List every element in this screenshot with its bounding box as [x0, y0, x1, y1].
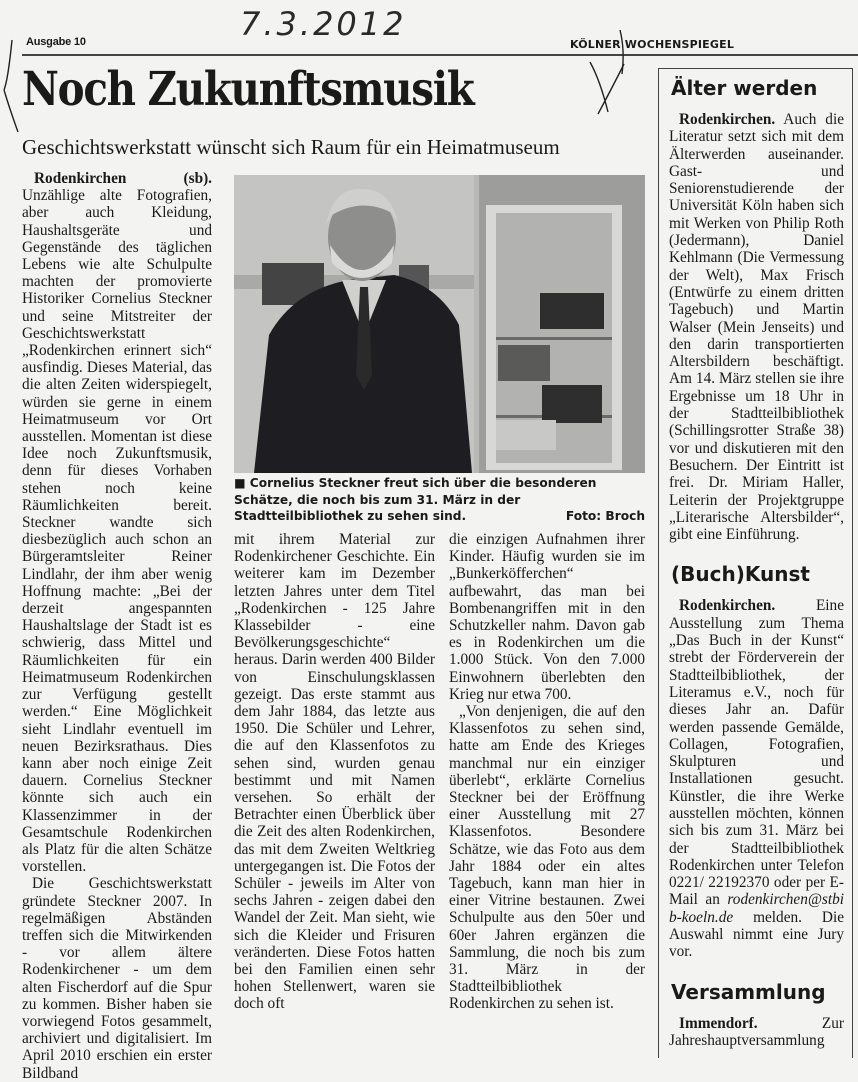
article-headline: Noch Zukunftsmusik: [22, 62, 474, 117]
article-photo: [234, 175, 645, 473]
brief-buchkunst: [669, 597, 844, 960]
brief-heading-buchkunst: (Buch)Kunst: [671, 562, 810, 587]
brief-heading-aelter-werden: Älter werden: [671, 76, 818, 100]
brief-aelter-werden: [669, 111, 844, 543]
dateline: Rodenkirchen.: [679, 597, 776, 615]
article-subheadline: Geschichtswerkstatt wünscht sich Raum für ein Heimatmuseum: [22, 135, 560, 159]
brief-text: melden. Die Auswahl nimmt eine Jury vor.: [669, 908, 845, 961]
handwritten-date: 7.3.2012: [240, 5, 407, 43]
photo-steckner-with-display-case: [234, 175, 645, 473]
paragraph: die einzigen Aufnahmen ihrer Kinder. Häufig wurden sie im „Bunkerköfferchen“ aufbewahrt, das man bei Bombenangriffen mit in den Schutzkeller nahm. Davon gab es in Rodenkirchen um die 1.000 Stück. Von den 7.000 Einwohnern überlebten den Krieg nur etwa 700.: [449, 531, 645, 703]
dateline: Immendorf.: [679, 1014, 758, 1032]
paragraph-text: Unzählige alte Fotografien, aber auch Kleidung, Haushaltsgeräte und Gegenstände des täglichen Lebens wie alte Schulpulte machten der promovierte Historiker Cornelius Steckner und seine Mitstreiter der Geschichtswerkstatt „Rodenkirchen erinnert sich“ ausfindig. Dieses Material, das die alten Zeiten widerspiegelt, würden sie gerne in einem Heimatmuseum vor Ort ausstellen. Momentan ist diese Idee noch Zukunftsmusik, denn für dieses Vorhaben stehen noch keine Räumlichkeiten bereit. Steckner wandte sich diesbezüglich auch schon an Bürgeramtsleiter Reiner Lindlahr, der ihm aber wenig Hoffnung machte: „Bei der derzeit angespannten Haushaltslage der Stadt ist es schwierig, dass Mittel und Räumlichkeiten für ein Heimatmuseum Rodenkirchen zur Verfügung gestellt werden.“ Eine Möglichkeit sieht Lindlahr eventuell im neuen Bezirksrathaus. Dies kann aber noch einige Zeit dauern. Cornelius Steckner könnte sich auch ein Klassenzimmer in der Gesamtschule Rodenkirchen als Platz für die alten Schätze vorstellen.: [22, 187, 212, 876]
newspaper-name: KÖLNER WOCHENSPIEGEL: [570, 38, 735, 51]
brief-text: Eine Ausstellung zum Thema „Das Buch in der Kunst“ strebt der Förderverein der Stadtteilbibliothek, der Literamus e.V., noch für dieses Jahr an. Dafür werden passende Gemälde, Collagen, Fotografien, Skulpturen und Installationen gesucht. Künstler, die ihre Werke ausstellen möchten, können sich bis zum 31. März bei der Stadtteilbibliothek Rodenkirchen unter Telefon 0221/ 22192370 oder per E-Mail an: [669, 597, 844, 909]
article-column-3: [449, 531, 645, 1013]
brief-text: Zur Jahreshauptversammlung: [669, 1014, 844, 1049]
email-link[interactable]: rodenkirchen@stbib-koeln.de: [669, 891, 845, 926]
caption-bullet: ■: [234, 476, 246, 490]
photo-caption: [234, 475, 645, 525]
article-column-2: [234, 531, 435, 1013]
caption-text: Cornelius Steckner freut sich über die besonderen Schätze, die noch bis zum 31. März in der Stadtteilbibliothek zu sehen sind.: [234, 476, 597, 523]
paragraph: [22, 170, 212, 875]
brief-heading-versammlung: Versammlung: [671, 979, 826, 1004]
paragraph: „Von denjenigen, die auf den Klassenfotos zu sehen sind, hatte am Ende des Krieges manchmal nur ein einziger überlebt“, erklärte Cornelius Steckner bei der Eröffnung einer Ausstellung mit 27 Klassenfotos. Besondere Schätze, wie das Foto aus dem Jahr 1884 oder ein altes Tagebuch, kann man hier in einer Vitrine bestaunen. Zwei Schulpulte aus den 50er und 60er Jahren ergänzen die Sammlung, die noch bis zum 31. März in der Stadtteilbibliothek Rodenkirchen zu sehen ist.: [449, 703, 645, 1013]
paragraph: mit ihrem Material zur Rodenkirchener Geschichte. Ein weiterer kam im Dezember letzten Jahres unter dem Titel „Rodenkirchen - 125 Jahre Klassebilder - eine Bevölkerungsgeschichte“ heraus. Darin werden 400 Bilder von Einschulungsklassen gezeigt. Das erste stammt aus dem Jahr 1884, das letzte aus 1950. Die Schüler und Lehrer, die auf den Klassenfotos zu sehen sind, wurden genau bestimmt und mit Namen versehen. So erhält der Betrachter einen Überblick über die Zeit des alten Rodenkirchen, das mit dem Zweiten Weltkrieg untergegangen ist. Die Fotos der Schüler - jeweils im Alter von sechs Jahren - zeigen dabei den Wandel der Zeit. Man sieht, wie sich die Kleider und Frisuren veränderten. Diese Fotos hatten bei den Familien einen sehr hohen Stellenwert, waren sie doch oft: [234, 531, 435, 1013]
masthead-rule: [22, 54, 858, 56]
cross-mark-headline-left: [4, 40, 18, 132]
paragraph: Die Geschichtswerkstatt gründete Steckner 2007. In regelmäßigen Abständen treffen sich die Mitwirkenden - vor allem ältere Rodenkirchener - um dem alten Fischerdorf auf die Spur zu kommen. Bisher haben sie vorwiegend Fotos gesammelt, archiviert und digitalisiert. Im April 2010 erschien ein erster Bildband: [22, 875, 212, 1082]
dateline: Rodenkirchen.: [679, 111, 776, 128]
news-brief-sidebar: [658, 68, 853, 1058]
dateline: Rodenkirchen (sb).: [34, 170, 212, 187]
brief-versammlung: [669, 1015, 844, 1050]
issue-number: Ausgabe 10: [26, 36, 86, 48]
article-column-1: [22, 170, 212, 1082]
brief-text: Auch die Literatur setzt sich mit dem Älterwerden auseinander. Gast- und Seniorenstudierende der Universität Köln haben sich mit Werken von Philip Roth (Jedermann), Daniel Kehlmann (Die Vermessung der Welt), Max Frisch (Entwürfe zu einem dritten Tagebuch) und Martin Walser (Mein Jenseits) und den darin transportierten Altersbildern beschäftigt. Am 14. März stellen sie ihre Ergebnisse um 18 Uhr in der Stadtteilbibliothek (Schillingsrotter Straße 38) vor und diskutieren mit den Besuchern. Der Eintritt ist frei. Dr. Miriam Haller, Leiterin der Projektgruppe „Literarische Altersbilder“, gibt eine Einführung.: [669, 111, 844, 544]
photo-credit: Foto: Broch: [565, 509, 645, 523]
article-headline-box: [22, 60, 642, 120]
